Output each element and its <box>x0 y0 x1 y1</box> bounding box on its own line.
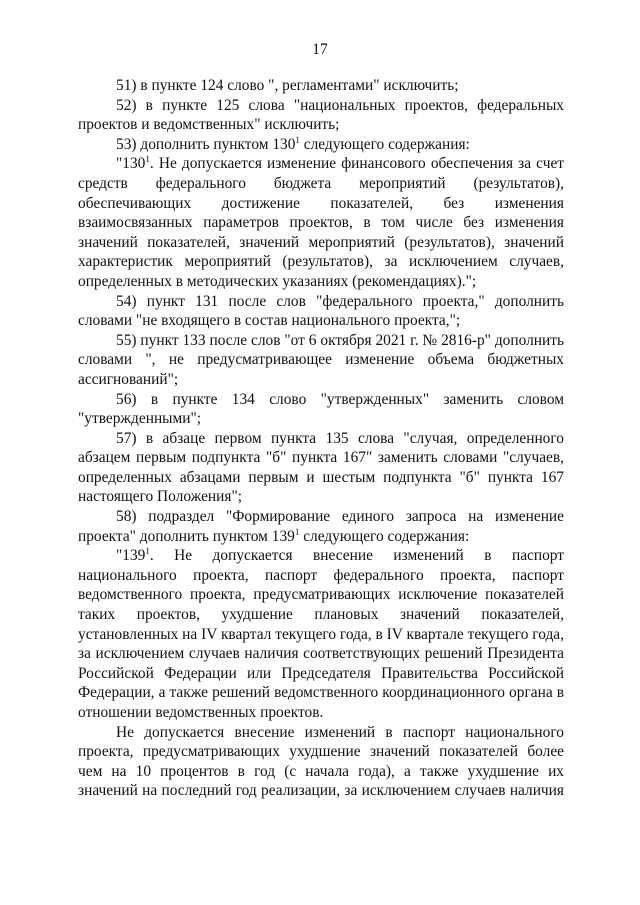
item-56 <box>78 390 564 429</box>
text-run: 54) пункт 131 после слов "федерального проекта," дополнить словами "не входящего в состав национального проекта,"; <box>78 292 564 330</box>
item-51 <box>78 76 564 96</box>
item-58 <box>78 507 564 546</box>
text-run: 53) дополнить пунктом 130 <box>116 135 296 153</box>
text-run: 58) подраздел "Формирование единого запроса на изменение проекта" дополнить пунктом 139 <box>78 508 564 545</box>
item-55 <box>78 331 564 390</box>
text-run: 56) в пункте 134 слово "утвержденных" заменить словом "утвержденными"; <box>78 390 564 428</box>
text-run: следующего содержания: <box>299 135 470 153</box>
text-run: . Не допускается внесение изменений в паспорт национального проекта, паспорт федерального проекта, паспорт ведомственного проекта, предусматривающих исключение показателей таких проектов, ухудшение плановых значений показателей, установленных на IV квартал текущего года, в IV квартале текущего года, за исключением случаев наличия соответствующих решений Президента Российской Федерации или Председателя Правительства Российской Федерации, а также решений ведомственного координационного органа в отношении ведомственных проектов. <box>78 547 564 721</box>
document-body <box>78 76 564 801</box>
text-run: "130 <box>116 155 146 173</box>
text-run: . Не допускается изменение финансового обеспечения за счет средств федерального бюджета мероприятий (результатов), обеспечивающих достижение показателей, без изменения взаимосвязанных параметров проектов, в том числе без изменения значений показателей, значений мероприятий (результатов), значений характеристик мероприятий (результатов), за исключением случаев, определенных в методических указаниях (рекомендациях)."; <box>78 155 564 290</box>
text-run: следующего содержания: <box>299 527 470 545</box>
paragraph-continuation <box>78 723 564 801</box>
page-number: 17 <box>312 41 328 58</box>
superscript: 1 <box>145 154 150 165</box>
item-52 <box>78 96 564 135</box>
item-57 <box>78 429 564 507</box>
quoted-point-130-1 <box>78 154 564 291</box>
text-run: 52) в пункте 125 слова "национальных проектов, федеральных проектов и ведомственных" исключить; <box>78 96 564 134</box>
text-run: Не допускается внесение изменений в паспорт национального проекта, предусматривающих ухудшение значений показателей более чем на 10 процентов в год (с начала года), а также ухудшение их значений на последний год реализации, за исключением случаев наличия <box>78 723 564 800</box>
item-54 <box>78 292 564 331</box>
text-run: 55) пункт 133 после слов "от 6 октября 2021 г. № 2816-р" дополнить словами ", не предусматривающее изменение объема бюджетных ассигнований"; <box>78 331 564 388</box>
superscript: 1 <box>295 134 300 145</box>
item-53 <box>78 135 564 155</box>
superscript: 1 <box>294 526 300 537</box>
superscript: 1 <box>145 546 150 557</box>
text-run: "139 <box>116 547 146 565</box>
quoted-point-139-1 <box>78 546 564 722</box>
text-run: 57) в абзаце первом пункта 135 слова "случая, определенного абзацем первым подпункта "б" пункта 167" заменить словами "случаев, определенных абзацами первым и шестым подпункта "б" пункта 167 настоящего Положения"; <box>78 429 564 506</box>
text-run: 51) в пункте 124 слово ", регламентами" исключить; <box>116 77 459 94</box>
